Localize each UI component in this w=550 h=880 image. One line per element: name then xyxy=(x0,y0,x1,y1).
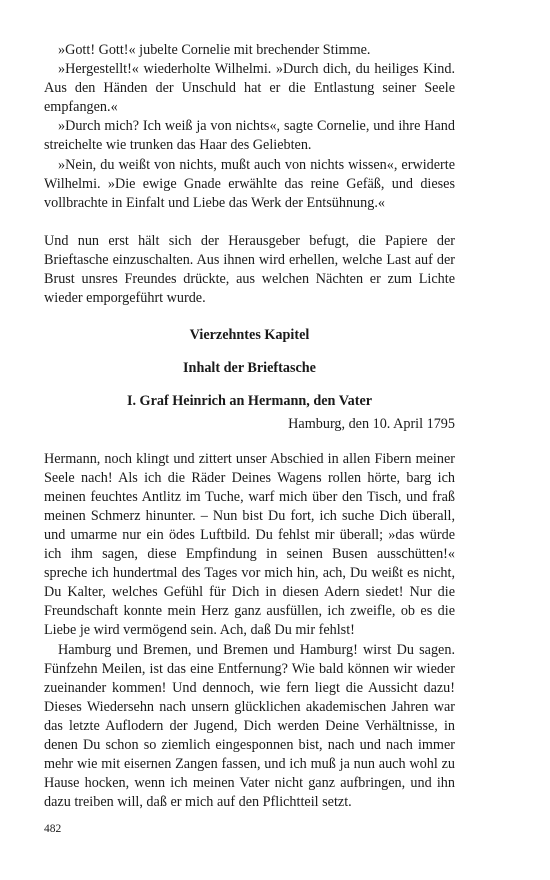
letter-dateline: Hamburg, den 10. April 1795 xyxy=(288,415,455,432)
paragraph: »Hergestellt!« wiederholte Wilhelmi. »Durch dich, du heiliges Kind. Aus den Händen der Unschuld hat er die Entlastung seiner Seele empfangen.« xyxy=(44,61,455,116)
paragraph: »Gott! Gott!« jubelte Cornelie mit brechender Stimme. xyxy=(58,42,371,58)
letter-paragraph: Hamburg und Bremen, und Bremen und Hamburg! wirst Du sagen. Fünfzehn Meilen, ist das eine Entfernung? Wie bald können wir wieder zueinander kommen! Und dennoch, wie fern liegt die Aussicht dazu! Dieses Wiedersehn nach unsern glücklichen akademischen Jahren war das letzte Auflodern der Jugend, Dich werden Deine Verhältnisse, in denen Du schon so ziemlich eingesponnen bist, nach und nach immer mehr wie mit eisernen Zangen fassen, und ich muß ja nun auch wohl zu Hause hocken, wenn ich meinen Vater nicht ganz aufbringen, und ihn dazu treiben will, daß er mich auf den Pflichtteil setzt. xyxy=(44,641,455,811)
book-page xyxy=(44,41,455,812)
letter-gap xyxy=(44,434,455,450)
letter-heading: I. Graf Heinrich an Hermann, den Vater xyxy=(126,393,373,410)
editor-note: Und nun erst hält sich der Herausgeber befugt, die Papiere der Brieftasche einzuschalten. Aus ihnen wird erhellen, welche Last auf der Brust unsres Freundes drückte, aus welchen Nächten er zum Lichte wieder emporgeführt wurde. xyxy=(44,232,455,307)
chapter-heading: Vierzehntes Kapitel xyxy=(189,327,310,344)
section-gap xyxy=(44,213,455,232)
paragraph: »Nein, du weißt von nichts, mußt auch von nichts wissen«, erwiderte Wilhelmi. »Die ewige Gnade erwählte das reine Gefäß, und dieses vollbrachte in Einfalt und Liebe das Werk der Entsühnung.« xyxy=(44,156,455,211)
paragraph: »Durch mich? Ich weiß ja von nichts«, sagte Cornelie, und ihre Hand streichelte wie trunken das Haar des Geliebten. xyxy=(44,118,455,154)
chapter-title: Inhalt der Brieftasche xyxy=(183,360,316,377)
page-number: 482 xyxy=(44,823,62,835)
letter-paragraph: Hermann, noch klingt und zittert unser Abschied in allen Fibern meiner Seele nach! Als ich die Räder Deines Wagens rollen hörte, barg ich meinen feuchtes Antlitz im Tuche, warf mich über den Tisch, und fraß meinen Schmerz hinunter. – Nun bist Du fort, ich suche Dich überall, und umarme nur ein ödes Luftbild. Du fehlst mir überall; »das würde ich ihm sagen, diese Empfindung in seinen Busen ausschütten!« spreche ich hundertmal des Tages vor mich hin, ach, Du weißt es nicht, Du Kalter, welches Gefühl für Dich in diesen Adern siedet! Nur die Freundschaft konnte mein Herz ganz ausfüllen, ich zweifle, ob es die Liebe je wird vermögend sein. Ach, daß Du mir fehlst! xyxy=(44,450,455,639)
